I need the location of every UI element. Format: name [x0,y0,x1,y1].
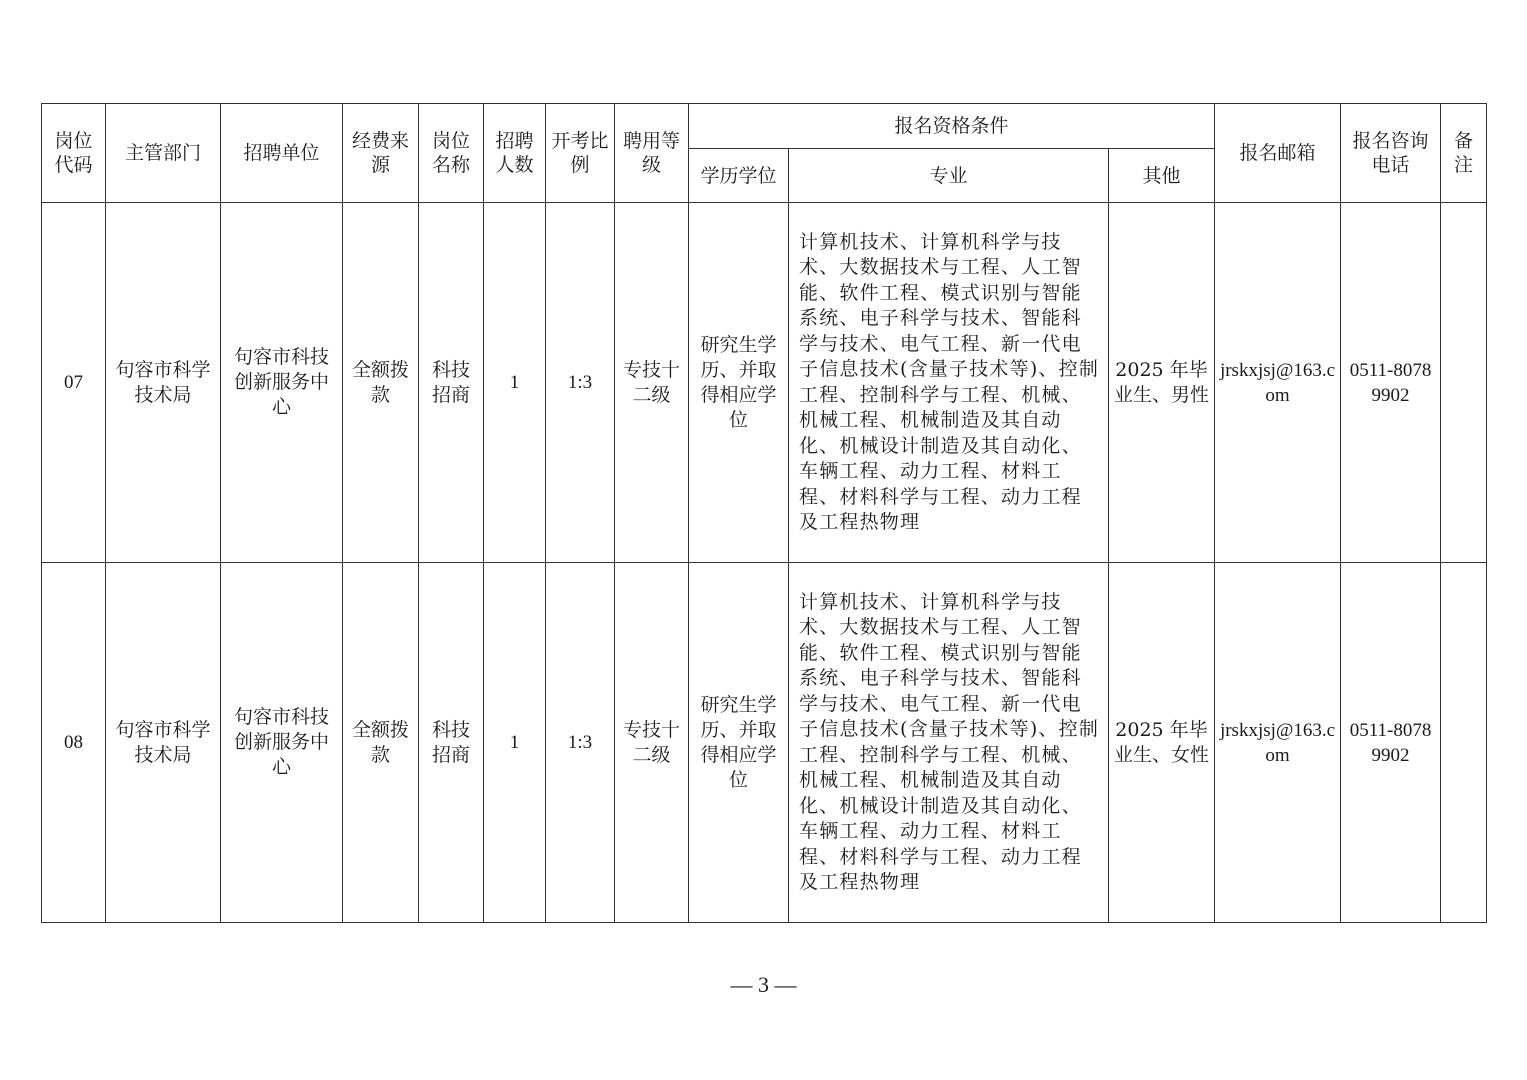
cell-unit: 句容市科技创新服务中心 [221,563,343,923]
cell-post-name: 科技招商 [419,203,484,563]
cell-unit: 句容市科技创新服务中心 [221,203,343,563]
cell-phone: 0511-80789902 [1341,203,1441,563]
header-qualifications: 报名资格条件 [689,104,1215,149]
cell-ratio: 1:3 [546,563,615,923]
cell-count: 1 [484,563,546,923]
cell-level: 专技十二级 [615,203,689,563]
header-degree: 学历学位 [689,149,789,203]
cell-count: 1 [484,203,546,563]
header-row-1 [42,104,1487,149]
cell-remark [1441,563,1487,923]
header-other: 其他 [1109,149,1215,203]
header-level: 聘用等级 [615,104,689,203]
header-funding: 经费来源 [343,104,419,203]
header-unit: 招聘单位 [221,104,343,203]
cell-phone: 0511-80789902 [1341,563,1441,923]
cell-code: 08 [42,563,106,923]
cell-remark [1441,203,1487,563]
header-phone: 报名咨询电话 [1341,104,1441,203]
recruitment-table [41,103,1487,923]
cell-degree: 研究生学历、并取得相应学位 [689,203,789,563]
cell-other: 2025 年毕业生、男性 [1109,203,1215,563]
cell-post-name: 科技招商 [419,563,484,923]
cell-level: 专技十二级 [615,563,689,923]
cell-dept: 句容市科学技术局 [106,203,221,563]
header-dept: 主管部门 [106,104,221,203]
cell-ratio: 1:3 [546,203,615,563]
cell-dept: 句容市科学技术局 [106,563,221,923]
header-code: 岗位代码 [42,104,106,203]
cell-major: 计算机技术、计算机科学与技术、大数据技术与工程、人工智能、软件工程、模式识别与智能系统、电子科学与技术、智能科学与技术、电气工程、新一代电子信息技术(含量子技术等)、控制工程、控制科学与工程、机械、机械工程、机械制造及其自动化、机械设计制造及其自动化、车辆工程、动力工程、材料工程、材料科学与工程、动力工程及工程热物理 [789,203,1109,563]
header-major: 专业 [789,149,1109,203]
header-email: 报名邮箱 [1215,104,1341,203]
header-post-name: 岗位名称 [419,104,484,203]
cell-funding: 全额拨款 [343,203,419,563]
cell-degree: 研究生学历、并取得相应学位 [689,563,789,923]
header-ratio: 开考比例 [546,104,615,203]
table-row [42,563,1487,923]
cell-code: 07 [42,203,106,563]
cell-email: jrskxjsj@163.com [1215,563,1341,923]
cell-major: 计算机技术、计算机科学与技术、大数据技术与工程、人工智能、软件工程、模式识别与智能系统、电子科学与技术、智能科学与技术、电气工程、新一代电子信息技术(含量子技术等)、控制工程、控制科学与工程、机械、机械工程、机械制造及其自动化、机械设计制造及其自动化、车辆工程、动力工程、材料工程、材料科学与工程、动力工程及工程热物理 [789,563,1109,923]
header-count: 招聘人数 [484,104,546,203]
cell-other: 2025 年毕业生、女性 [1109,563,1215,923]
cell-funding: 全额拨款 [343,563,419,923]
table-row [42,203,1487,563]
page-number: — 3 — [730,972,797,997]
cell-email: jrskxjsj@163.com [1215,203,1341,563]
header-remark: 备注 [1441,104,1487,203]
